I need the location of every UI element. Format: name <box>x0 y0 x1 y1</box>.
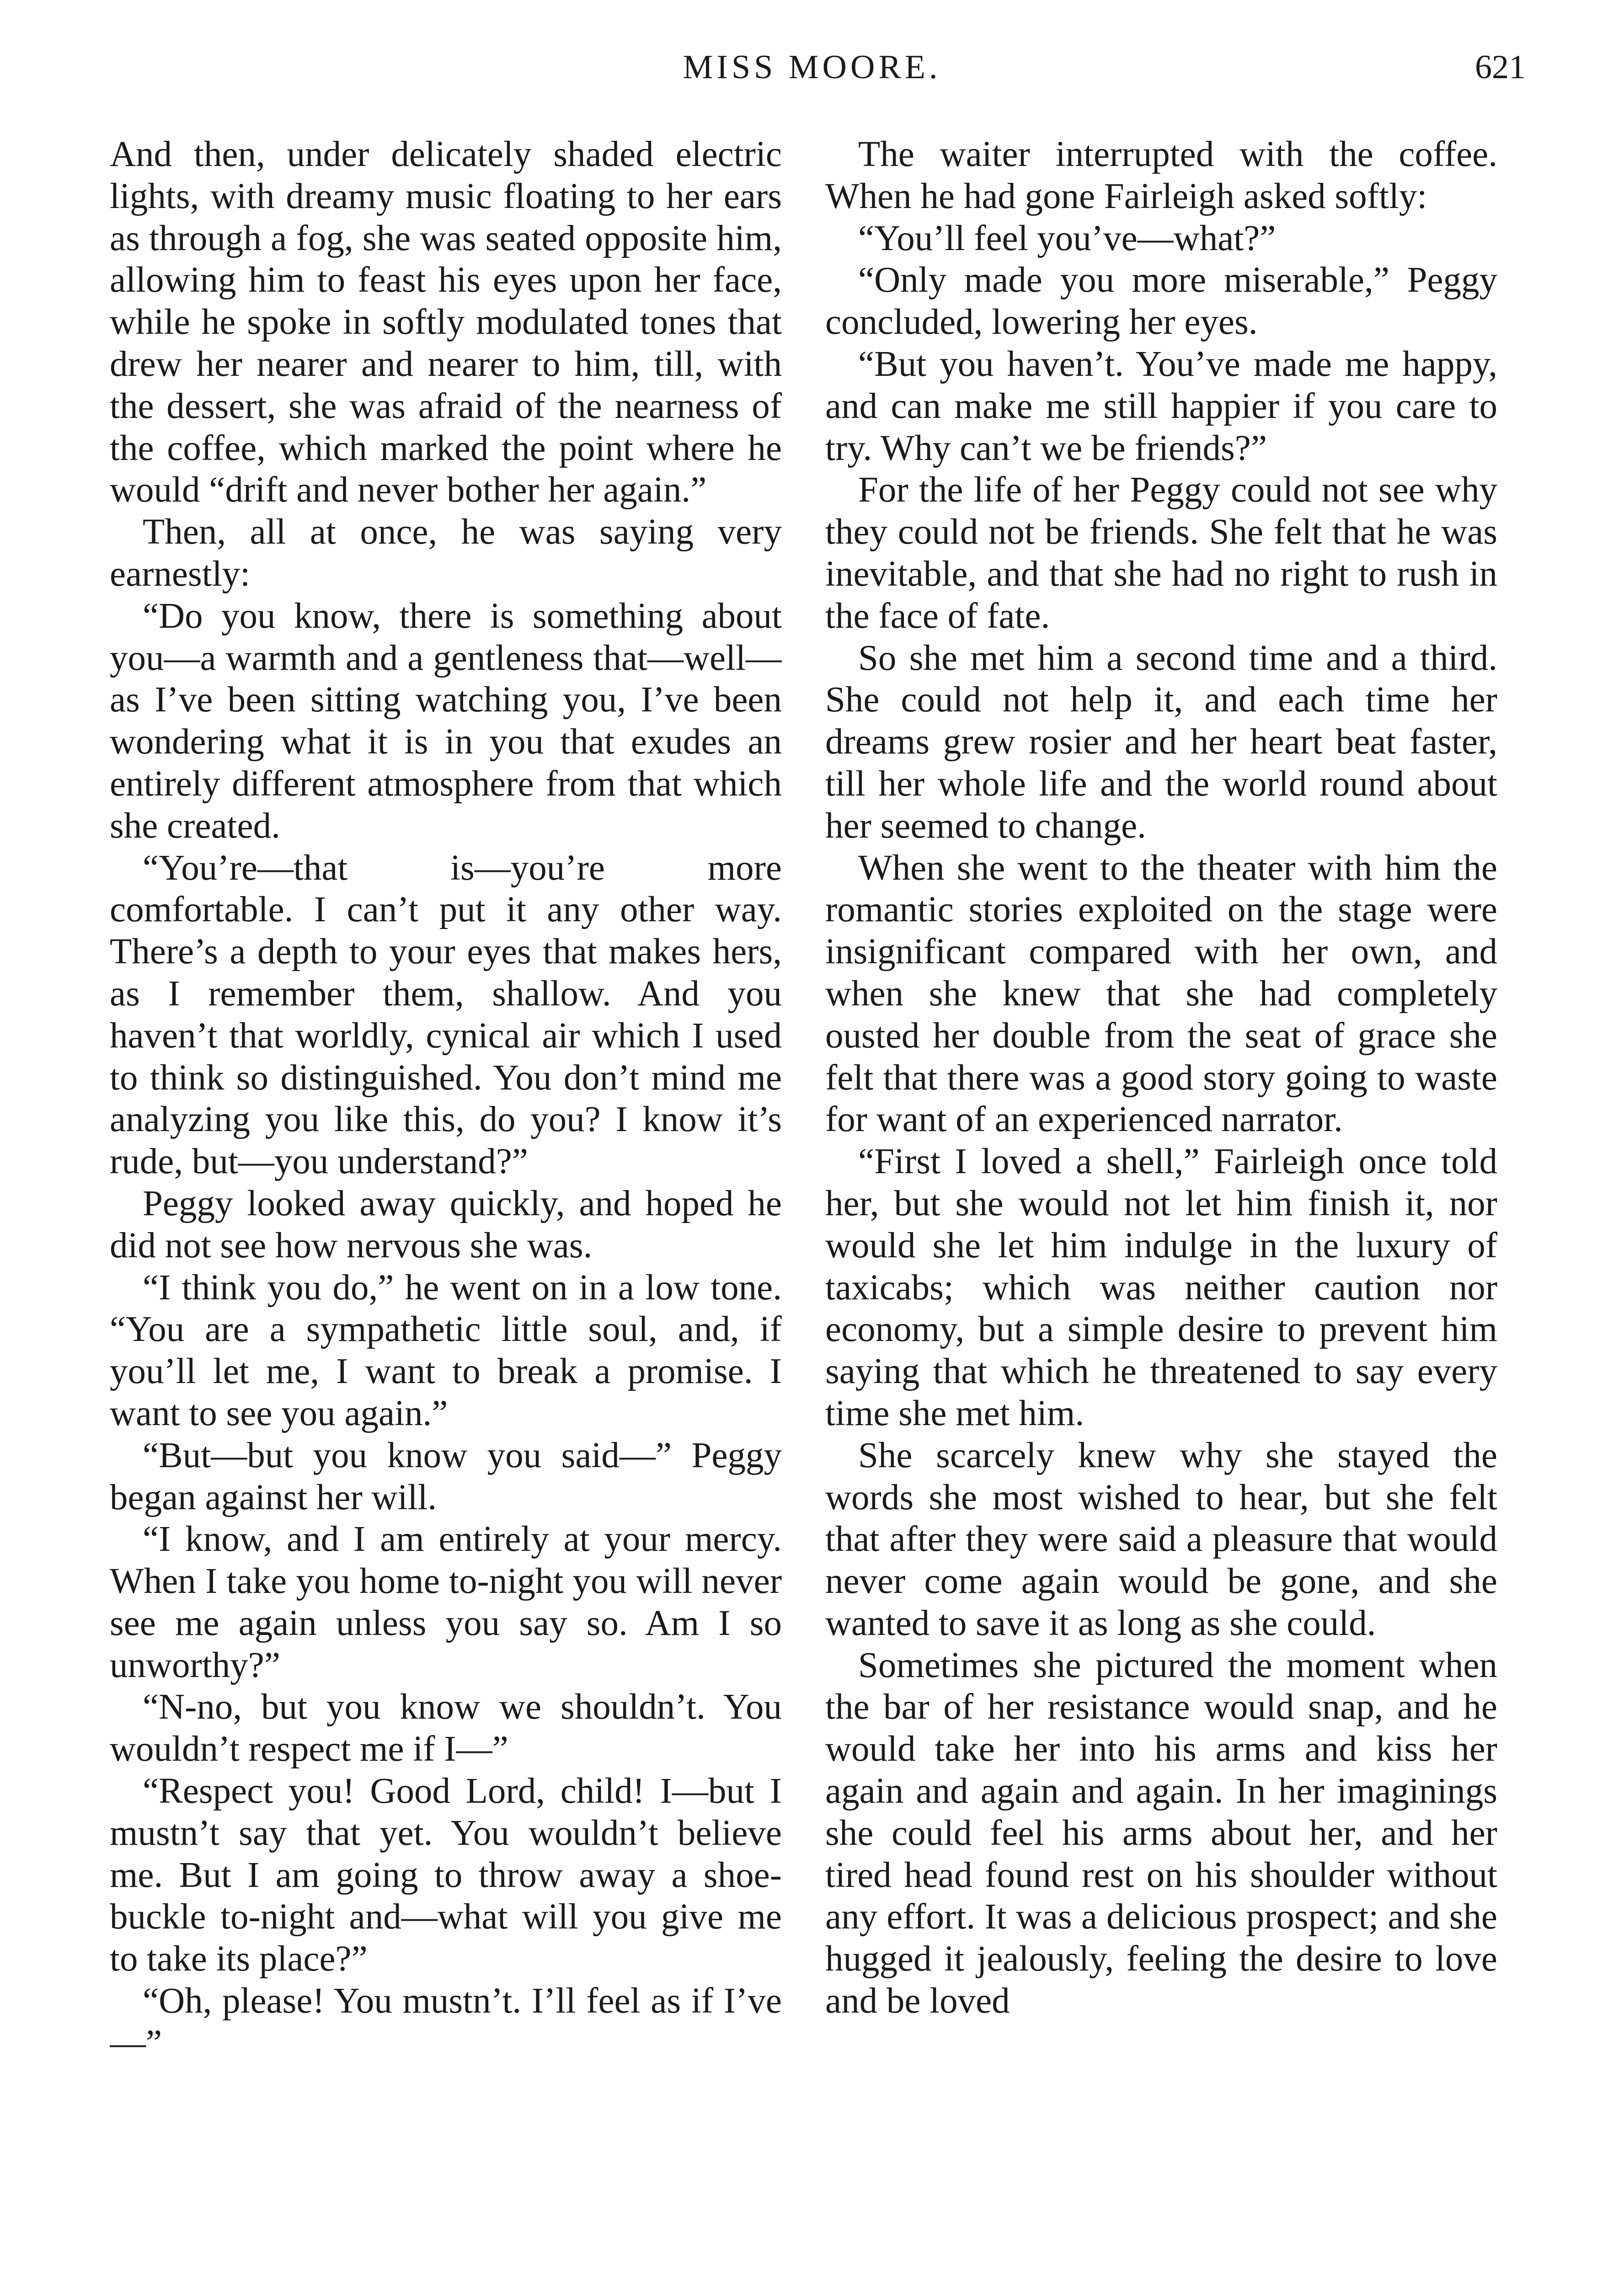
paragraph: “But—but you know you said—” Peggy began against her will. <box>110 1435 782 1517</box>
left-column <box>110 134 782 2286</box>
right-column <box>825 134 1497 2286</box>
paragraph: And then, under delicately shaded electric lights, with dreamy music floating to her ears as through a fog, she was seated opposite him, allowing him to feast his eyes upon her face, while he spoke in softly modulated tones that drew her nearer and nearer to him, till, with the dessert, she was afraid of the nearness of the coffee, which marked the point where he would “drift and never bother her again.” <box>110 134 782 510</box>
paragraph: Sometimes she pictured the moment when the bar of her resistance would snap, and he would take her into his arms and kiss her again and again and again. In her imaginings she could feel his arms about her, and her tired head found rest on his shoulder without any effort. It was a delicious prospect; and she hugged it jealously, feeling the desire to love and be loved <box>825 1645 1497 2021</box>
paragraph: “Do you know, there is something about you—a warmth and a gentleness that—well—as I’ve been sitting watching you, I’ve been wondering what it is in you that exudes an entirely different atmosphere from that which she created. <box>110 596 782 846</box>
paragraph: When she went to the theater with him the romantic stories exploited on the stage were insignificant compared with her own, and when she knew that she had completely ousted her double from the seat of grace she felt that there was a good story going to waste for want of an experienced narrator. <box>825 848 1497 1140</box>
paragraph: She scarcely knew why she stayed the words she most wished to hear, but she felt that after they were said a pleasure that would never come again would be gone, and she wanted to save it as long as she could. <box>825 1435 1497 1643</box>
paragraph: “First I loved a shell,” Fairleigh once told her, but she would not let him finish it, nor would she let him indulge in the luxury of taxicabs; which was neither caution nor economy, but a simple desire to prevent him saying that which he threatened to say every time she met him. <box>825 1142 1497 1433</box>
paragraph: “Only made you more miserable,” Peggy concluded, lowering her eyes. <box>825 260 1497 342</box>
paragraph: “You’ll feel you’ve—what?” <box>858 218 1276 258</box>
paragraph: Then, all at once, he was saying very earnestly: <box>110 512 782 594</box>
paragraph: “You’re—that is—you’re more comfortable. I can’t put it any other way. There’s a depth to your eyes that makes hers, as I remember them, shallow. And you haven’t that worldly, cynical air which I used to think so distinguished. You don’t mind me analyzing you like this, do you? I know it’s rude, but—you understand?” <box>110 848 782 1182</box>
running-title: MISS MOORE. <box>683 48 941 86</box>
paragraph: “N-no, but you know we shouldn’t. You wouldn’t respect me if I—” <box>110 1687 782 1769</box>
paragraph: So she met him a second time and a third. She could not help it, and each time her dreams grew rosier and her heart beat faster, till her whole life and the world round about her seemed to change. <box>825 638 1497 846</box>
paragraph: “Respect you! Good Lord, child! I—but I mustn’t say that yet. You wouldn’t believe me. But I am going to throw away a shoe-buckle to-night and—what will you give me to take its place?” <box>110 1771 782 1979</box>
paragraph: “I know, and I am entirely at your mercy. When I take you home to-night you will never see me again unless you say so. Am I so unworthy?” <box>110 1519 782 1685</box>
paragraph: The waiter interrupted with the coffee. When he had gone Fairleigh asked softly: <box>825 134 1497 216</box>
paragraph: “But you haven’t. You’ve made me happy, and can make me still happier if you care to try. Why can’t we be friends?” <box>825 344 1497 468</box>
paragraph: For the life of her Peggy could not see why they could not be friends. She felt that he was inevitable, and that she had no right to rush in the face of fate. <box>825 470 1497 636</box>
page-number: 621 <box>1475 48 1526 86</box>
paragraph: Peggy looked away quickly, and hoped he did not see how nervous she was. <box>110 1183 782 1266</box>
page-header <box>0 48 1624 98</box>
paragraph: “I think you do,” he went on in a low tone. “You are a sympathetic little soul, and, if you’ll let me, I want to break a promise. I want to see you again.” <box>110 1267 782 1433</box>
paragraph: “Oh, please! You mustn’t. I’ll feel as if I’ve—” <box>110 1981 782 2063</box>
